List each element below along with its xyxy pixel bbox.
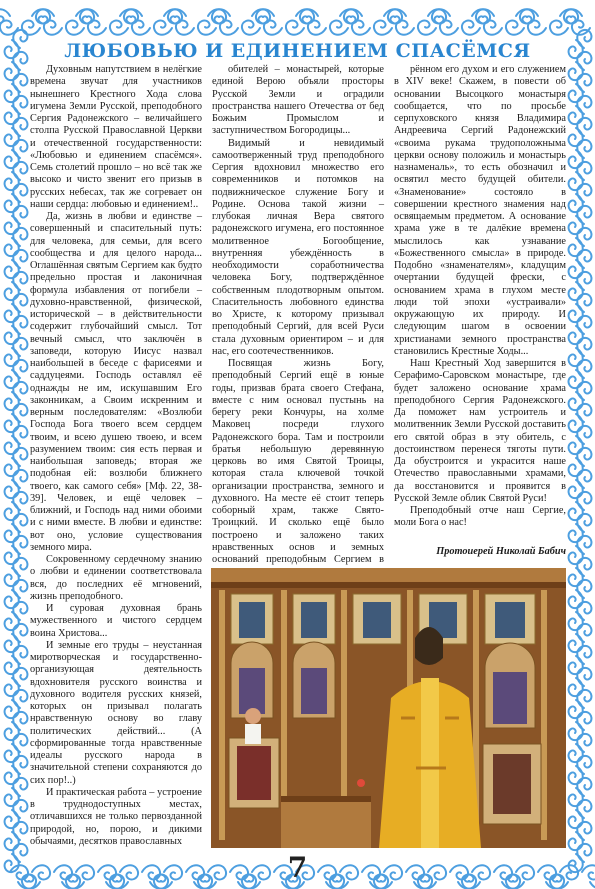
paragraph: Посвящая жизнь Богу, преподобный Сергий ещё в юные годы, призвав брата своего Стефана, вместе с ним основал пустынь на берегу реки Кончуры, на холме Маковец посреди глухого Радонежского бора. Там и построили братья небольшую деревянную церковь во имя Святой Троицы, которая стала ключевой точкой организации пространства, земного и духовного. На месте её стоит теперь соборный храм, также Свято-Троицкий. И сколько ещё было построено и заложено таких нравственных основ и земных оснований преподобным Сергием в [212,358,384,565]
border-curl-icon [569,106,583,124]
border-curl-icon [5,282,19,300]
border-curl-icon [462,21,480,35]
paragraph: рённом его духом и его служением в XIV веке! Скажем, в повести об основании Высоцкого монастыря сообщается, что по просьбе серпуховского князя Владимира Андреевича Сергий Радонежский «своима рукама трудоположныма церкви основу положиль и монастырь назнаменаль», то есть обозначил и освятил место будущей обители. «Знаменование» состояло в совершении крестного знамения над освящаемым предметом. А основание храма уже в те далёкие времена мыслилось как узнавание «Божественного смысла» в природе. Подобно «знаменателям», кладущим очертании будущей фрески, с основанием храма в глухом месте люди той эпохи «устраивали» окружающую их природу. И следующим шагом в освоении христианами земного пространства становились Крестные Ходы... [394,64,566,357]
border-curl-icon [577,448,591,466]
border-curl-icon [13,228,27,246]
border-curl-icon [5,326,19,344]
border-curl-icon [13,778,27,796]
border-curl-icon [577,624,591,642]
border-curl-icon [577,382,591,400]
paragraph: Сокровенному сердечному знанию о любви и единении соответствовала вся, до последних её мгновений, жизнь преподобного. [30,554,202,602]
border-curl-icon [5,502,19,520]
border-curl-icon [5,194,19,212]
border-curl-icon [569,304,583,322]
border-curl-icon [13,316,27,334]
border-curl-icon [569,810,583,828]
article-column-1 [30,64,202,864]
border-curl-icon [569,832,583,850]
border-curl-icon [577,756,591,774]
border-curl-icon [569,678,583,696]
border-curl-icon [577,470,591,488]
border-curl-icon [5,128,19,146]
border-curl-icon [5,480,19,498]
border-curl-icon [13,668,27,686]
border-curl-icon [577,690,591,708]
border-curl-icon [13,426,27,444]
paragraph: Наш Крестный Ход завершится в Серафимо-Саровском монастыре, где будет заложено основание храма преподобного Сергия Радонежского. Да поможет нам устроитель и молитвенник Земли Русской доставить его святой образ в эту обитель, с достоинством перенеся тяготы пути. Да обустроится и украсится наше Отечество православными храмами, да восстановится и проявится в Русской Земле облик Святой Руси! [394,358,566,504]
border-curl-icon [569,194,583,212]
border-curl-icon [5,62,19,80]
border-curl-icon [13,184,27,202]
border-curl-icon [569,502,583,520]
page-number: 7 [287,851,308,884]
border-curl-icon [13,800,27,818]
border-curl-icon [5,546,19,564]
border-curl-icon [13,756,27,774]
border-curl-icon [569,62,583,80]
border-curl-icon [13,646,27,664]
paragraph: Да, жизнь в любви и единстве – совершенный и спасительный путь: для человека, для семьи, для всего сообщества и для целого народа... Оглашённая святым Сергием как будто предельно простая и лаконичная формула избавления от погибели – духовно-нравственной, физической, исторической – в действительности содержит глубочайший смысл. Тот вечный смысл, что заключён в заповеди, которую Иисус назвал наибольшей в беседе с фарисеями и саддуцеями. Господь оставлял её однажды не им, искушавшим Его законникам, а Своим искренним и верным последователям: «Возлюби Господа Бога твоего всем сердцем твоим, и всею душею твоею, и всем разумением твоим: сия есть первая и наибольшая заповедь; вторая же подобная ей: возлюби ближнего твоего, как самого себя» [Мф. 22, 38-39]. Человек, и ещё человек – ближний, и Господь над ними обоими и с ними вместе. В любви и единстве: вот оно, условие существования земного мира. [30,211,202,553]
border-curl-icon [44,21,62,35]
border-curl-icon [13,30,27,48]
border-curl-icon [569,700,583,718]
border-curl-icon [13,448,27,466]
border-curl-icon [569,392,583,410]
border-curl-icon [13,52,27,70]
border-curl-icon [5,40,19,58]
border-curl-icon [220,21,238,35]
border-curl-icon [352,21,370,35]
border-curl-icon [569,744,583,762]
border-curl-icon [569,84,583,102]
border-curl-icon [484,21,502,35]
border-curl-icon [5,524,19,542]
border-curl-icon [5,656,19,674]
border-curl-icon [5,150,19,168]
border-curl-icon [569,326,583,344]
border-curl-icon [66,21,84,35]
border-curl-icon [550,21,568,35]
border-curl-icon [13,580,27,598]
paragraph: И практическая работа – устроение в труднодоступных местах, отличавшихся не только первозданной природой, но, порою, и дикими обычаями, десятков православных [30,786,202,847]
border-curl-icon [308,21,326,35]
border-curl-icon [577,800,591,818]
border-curl-icon [577,734,591,752]
border-curl-icon [577,184,591,202]
border-curl-icon [577,52,591,70]
border-curl-icon [396,21,414,35]
border-curl-icon [13,162,27,180]
border-curl-icon [5,392,19,410]
border-curl-icon [5,612,19,630]
border-curl-icon [13,624,27,642]
border-curl-icon [5,722,19,740]
border-curl-icon [569,524,583,542]
border-curl-icon [13,140,27,158]
border-curl-icon [374,21,392,35]
border-curl-icon [569,722,583,740]
border-curl-icon [577,580,591,598]
border-curl-icon [242,21,260,35]
border-curl-icon [13,250,27,268]
border-curl-icon [13,558,27,576]
border-curl-icon [569,656,583,674]
border-curl-icon [13,206,27,224]
border-curl-icon [13,536,27,554]
border-curl-icon [330,21,348,35]
paragraph: Духовным напутствием в нелёгкие времена звучат для участников нынешнего Крестного Хода слова игумена Земли Русской, преподобного Сергия Радонежского – величайшего столпа Русской Православной Церкви и отечественной государственности: «Любовью и единением спасёмся». Семь столетий прошло – но всё так же высоко и чисто звенит его призыв в русских небесах, так же согревает он наши сердца: любовью и единением!.. [30,64,202,210]
border-curl-icon [5,458,19,476]
border-curl-icon [198,21,216,35]
border-curl-icon [569,150,583,168]
border-curl-icon [528,21,546,35]
border-curl-icon [569,766,583,784]
border-curl-icon [577,96,591,114]
border-curl-icon [577,426,591,444]
border-curl-icon [5,766,19,784]
border-curl-icon [13,492,27,510]
border-curl-icon [577,338,591,356]
border-curl-icon [577,822,591,840]
border-curl-icon [13,734,27,752]
border-curl-icon [577,162,591,180]
border-curl-icon [110,21,128,35]
paragraph: Видимый и невидимый самоотверженный труд преподобного Сергия вдохновил множество его современников и потомков на подвижническое служение Богу и Родине. Основа такой жизни – глубокая личная Вера святого радонежского игумена, его постоянное молитвенное Богообщение, внутренняя убеждённость в необходимости соработничества человека Богу, подтверждённое собственным плодотворным опытом. Спасительность любовного единства во Христе, к которому призывал преподобный Сергий, для всей Руси стала духовным ориентиром – и для нас, его соотечественников. [212,137,384,357]
border-curl-icon [569,436,583,454]
border-curl-icon [577,536,591,554]
border-curl-icon [577,74,591,92]
border-curl-icon [577,272,591,290]
border-curl-icon [13,338,27,356]
border-curl-icon [577,118,591,136]
border-curl-icon [569,634,583,652]
border-curl-icon [569,238,583,256]
border-curl-icon [13,514,27,532]
border-curl-icon [5,348,19,366]
paragraph: Преподобный отче наш Сергие, моли Бога о нас! [394,505,566,529]
border-curl-icon [506,21,524,35]
border-curl-icon [5,568,19,586]
border-curl-icon [13,822,27,840]
border-curl-icon [22,21,40,35]
border-curl-icon [5,634,19,652]
border-curl-icon [577,646,591,664]
border-curl-icon [13,690,27,708]
border-curl-icon [577,404,591,422]
border-curl-icon [577,140,591,158]
signature-block [212,546,566,562]
author-signature: Протоиерей Николай Бабич [436,546,566,557]
border-curl-icon [569,458,583,476]
border-curl-icon [577,206,591,224]
border-curl-icon [5,260,19,278]
border-curl-icon [13,470,27,488]
border-curl-icon [13,602,27,620]
border-curl-icon [569,568,583,586]
border-curl-icon [88,21,106,35]
border-curl-icon [132,21,150,35]
border-curl-icon [440,21,458,35]
article-title: ЛЮБОВЬЮ И ЕДИНЕНИЕМ СПАСЁМСЯ [64,40,531,62]
border-curl-icon [569,128,583,146]
border-curl-icon [13,96,27,114]
border-curl-icon [572,21,590,35]
border-curl-icon [569,172,583,190]
border-curl-icon [5,788,19,806]
paragraph: обителей – монастырей, которые единой Верою объяли просторы Русской Земли и оградили пространства нашего Отечества от бед Божьим Промыслом и заступничеством Богородицы... [212,64,384,137]
border-curl-icon [577,558,591,576]
border-curl-icon [418,21,436,35]
border-curl-icon [577,602,591,620]
border-curl-icon [5,832,19,850]
border-curl-icon [569,40,583,58]
border-curl-icon [5,436,19,454]
border-curl-icon [13,272,27,290]
border-curl-icon [13,118,27,136]
border-curl-icon [577,228,591,246]
border-curl-icon [569,788,583,806]
border-curl-icon [5,370,19,388]
article-column-3 [394,64,566,544]
border-curl-icon [5,700,19,718]
border-curl-icon [577,250,591,268]
border-curl-icon [5,304,19,322]
border-curl-icon [13,404,27,422]
border-curl-icon [569,612,583,630]
border-curl-icon [5,172,19,190]
border-curl-icon [13,360,27,378]
border-curl-icon [577,294,591,312]
border-curl-icon [569,348,583,366]
paragraph: И суровая духовная брань мужественного и чистого сердцем воина Христова... [30,603,202,639]
border-curl-icon [569,370,583,388]
border-curl-icon [577,316,591,334]
border-curl-icon [13,712,27,730]
border-curl-icon [5,106,19,124]
border-curl-icon [154,21,172,35]
church-iconostasis-priest-photo-icon [211,568,566,848]
border-curl-icon [577,712,591,730]
border-curl-icon [13,382,27,400]
border-curl-icon [5,216,19,234]
border-curl-icon [569,216,583,234]
border-curl-icon [577,668,591,686]
border-curl-icon [5,238,19,256]
border-curl-icon [577,514,591,532]
border-curl-icon [5,414,19,432]
border-curl-icon [264,21,282,35]
border-curl-icon [5,678,19,696]
border-curl-icon [5,84,19,102]
border-curl-icon [5,590,19,608]
article-column-2 [212,64,384,565]
border-curl-icon [577,778,591,796]
border-curl-icon [5,744,19,762]
border-curl-icon [176,21,194,35]
border-curl-icon [569,480,583,498]
border-curl-icon [569,282,583,300]
border-curl-icon [569,260,583,278]
border-curl-icon [569,546,583,564]
border-curl-icon [13,294,27,312]
border-curl-icon [577,360,591,378]
border-curl-icon [569,590,583,608]
border-curl-icon [577,492,591,510]
church-interior-photo [211,568,566,848]
border-curl-icon [13,74,27,92]
border-curl-icon [5,810,19,828]
border-curl-icon [286,21,304,35]
paragraph: И земные его труды – неустанная миротворческая и государственно-организующая деятельность вдохновителя русского воинства и духовного водителя русских князей, которых он призывал полагать нравственную основу во главу политических действий... (А сформированные тогда нравственные идеалы русского народа в значительной степени сохраняются до сих пор!..) [30,639,202,786]
border-curl-icon [569,414,583,432]
